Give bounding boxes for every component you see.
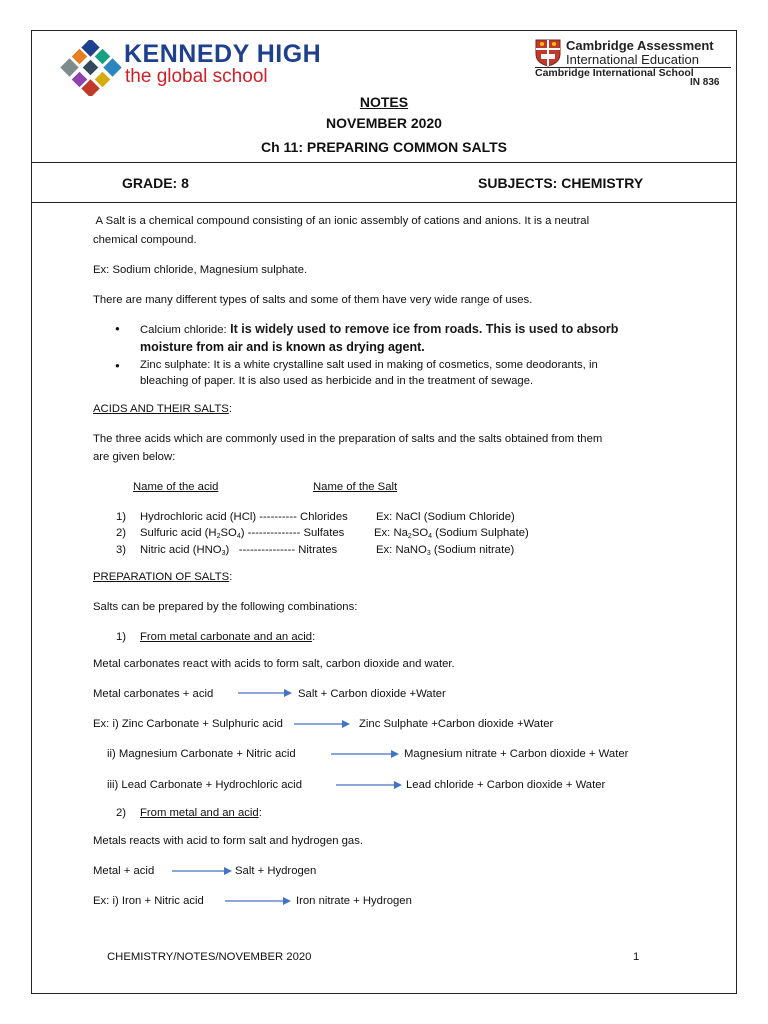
equation-right: Zinc Sulphate +Carbon dioxide +Water (359, 718, 554, 730)
use-text-cont: bleaching of paper. It is also used as herbicide and in the treatment of sewage. (140, 375, 534, 387)
method-1-title: From metal carbonate and an acid: (140, 631, 316, 643)
arrow-icon (331, 749, 399, 759)
list-item (140, 359, 598, 371)
equation-right: Iron nitrate + Hydrogen (296, 895, 412, 907)
page-number: 1 (633, 951, 640, 963)
method-1-desc: Metal carbonates react with acids to form salt, carbon dioxide and water. (93, 658, 455, 670)
header-divider-bottom (31, 202, 737, 203)
equation-right: Salt + Carbon dioxide +Water (298, 688, 446, 700)
arrow-icon (294, 719, 350, 729)
row-example: Ex: NaCl (Sodium Chloride) (376, 511, 515, 523)
grade-label: GRADE: 8 (122, 175, 189, 191)
subject-label: SUBJECTS: CHEMISTRY (478, 175, 644, 191)
school-logo (60, 40, 122, 96)
intro-uses: There are many different types of salts and some of them have very wide range of uses. (93, 294, 533, 306)
prep-intro: Salts can be prepared by the following combinations: (93, 601, 358, 613)
footer-label: CHEMISTRY/NOTES/NOVEMBER 2020 (107, 951, 312, 963)
school-tagline: the global school (125, 66, 268, 87)
row-example: Ex: NaNO$_3$ (Sodium nitrate) (376, 544, 515, 557)
method-2-num: 2) (116, 807, 127, 819)
table-row: Nitric acid $(HNO_3)$ --------------- Nitrates (140, 544, 338, 557)
cambridge-school-code: IN 836 (690, 77, 720, 88)
equation-right: Magnesium nitrate + Carbon dioxide + Water (404, 748, 629, 760)
method-1-num: 1) (116, 631, 127, 643)
table-row: Hydrochloric acid (HCl) ---------- Chlorides (140, 511, 348, 523)
doc-date: NOVEMBER 2020 (326, 115, 442, 131)
use-text: It is a white crystalline salt used in making of cosmetics, some deodorants, in (210, 359, 598, 371)
acids-intro-line-2: are given below: (93, 451, 176, 463)
acids-intro-line-1: The three acids which are commonly used in the preparation of salts and the salts obtained from them (93, 433, 603, 445)
equation-left: ii) Magnesium Carbonate + Nitric acid (107, 748, 296, 760)
equation-left: Metal carbonates + acid (93, 688, 214, 700)
table-row: 1) (116, 511, 127, 523)
arrow-icon (238, 688, 292, 698)
use-text: It is widely used to remove ice from roads. This is used to absorb (226, 322, 619, 336)
arrow-icon (336, 780, 402, 790)
bullet: ● (115, 361, 120, 370)
table-row: 2) (116, 527, 127, 539)
use-text-cont: moisture from air and is known as drying agent. (140, 340, 425, 354)
intro-line-1: A Salt is a chemical compound consisting of an ionic assembly of cations and anions. It is a neutral (93, 215, 590, 227)
row-example: Ex: $Na_2SO_4$ (Sodium Sulphate) (374, 527, 529, 540)
cambridge-crest-icon (535, 39, 561, 67)
prep-heading: PREPARATION OF SALTS: (93, 571, 233, 583)
intro-line-2: chemical compound. (93, 234, 197, 246)
col-header-salt: Name of the Salt (313, 481, 398, 493)
arrow-icon (172, 866, 232, 876)
equation-left: Metal + acid (93, 865, 155, 877)
school-name: KENNEDY HIGH (124, 40, 322, 68)
cambridge-school-label: Cambridge International School (535, 67, 694, 79)
equation-right: Salt + Hydrogen (235, 865, 317, 877)
school-emblem-icon (60, 40, 122, 96)
equation-left: iii) Lead Carbonate + Hydrochloric acid (107, 779, 302, 791)
equation-left: Ex: i) Iron + Nitric acid (93, 895, 204, 907)
arrow-icon (225, 896, 291, 906)
table-row: Sulfuric acid $(H_2SO_4)$ -------------- Sulfates (140, 527, 345, 540)
table-row: 3) (116, 544, 127, 556)
acids-heading: ACIDS AND THEIR SALTS: (93, 403, 232, 415)
cambridge-subtitle: International Education (566, 52, 699, 67)
col-header-acid: Name of the acid (133, 481, 219, 493)
use-label: Zinc sulphate: (140, 359, 211, 371)
header-divider-top (31, 162, 737, 163)
method-2-title: From metal and an acid: (140, 807, 262, 819)
equation-right: Lead chloride + Carbon dioxide + Water (406, 779, 606, 791)
intro-example: Ex: Sodium chloride, Magnesium sulphate. (93, 264, 308, 276)
equation-left: Ex: i) Zinc Carbonate + Sulphuric acid (93, 718, 283, 730)
use-label: Calcium chloride: (140, 324, 227, 336)
list-item (140, 322, 618, 336)
cambridge-name: Cambridge Assessment (566, 38, 714, 53)
method-2-desc: Metals reacts with acid to form salt and hydrogen gas. (93, 835, 364, 847)
doc-type: NOTES (359, 94, 409, 110)
bullet: ● (115, 324, 120, 333)
chapter-title: Ch 11: PREPARING COMMON SALTS (260, 139, 508, 155)
